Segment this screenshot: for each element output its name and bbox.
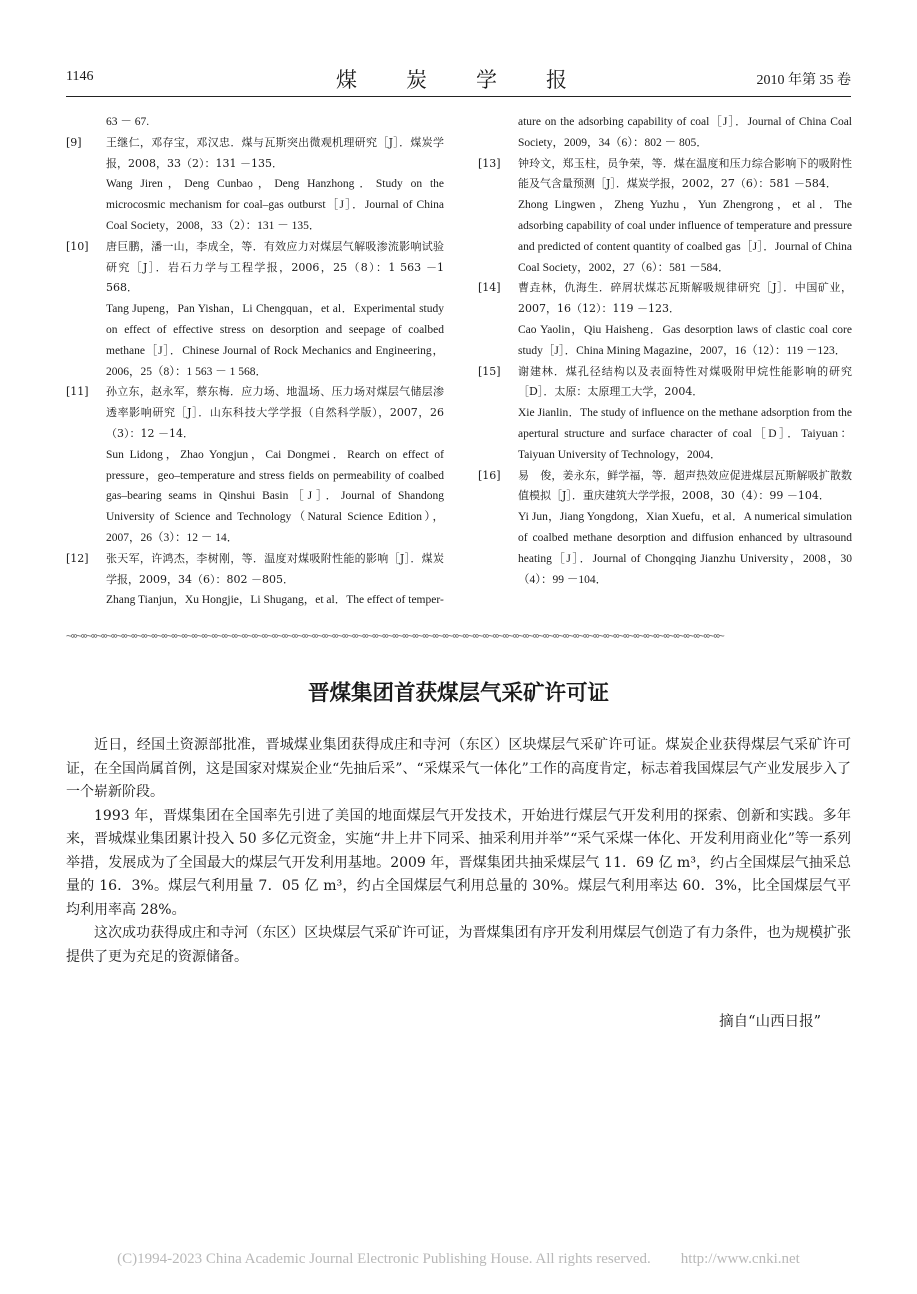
reference-chinese: 钟玲文，郑玉柱，员争荣，等．煤在温度和压力综合影响下的吸附性能及气含量预测［J］．煤炭学报，2002，27（6）：581 －584．: [518, 156, 852, 191]
reference-number: [16]: [478, 468, 501, 482]
issue-info: 2010 年第 35 卷: [756, 73, 851, 88]
reference-item: [66, 133, 444, 237]
reference-chinese: 谢建林．煤孔径结构以及表面特性对煤吸附甲烷性能影响的研究［D］．太原：太原理工大学，2004．: [518, 364, 852, 399]
reference-number: [11]: [66, 385, 89, 399]
reference-english: Zhong Lingwen，Zheng Yuzhu，Yun Zhengrong，et al．The adsorbing capability of coal under influence of temperature and pressure and predicted of content quantity of coalbed gas［J］．Journal of China Coal Society，2002，27（6）：581 －584．: [518, 199, 852, 274]
news-title: 晋煤集团首获煤层气采矿许可证: [307, 681, 609, 706]
reference-number: [12]: [66, 551, 89, 565]
reference-number: [9]: [66, 135, 82, 149]
reference-number: [13]: [478, 156, 501, 170]
news-source: 摘自“山西日报”: [719, 1014, 821, 1030]
reference-number: [15]: [478, 364, 501, 378]
reference-english: 63 － 67.: [106, 116, 150, 128]
running-header: [66, 66, 851, 97]
reference-item: [478, 278, 852, 361]
reference-item: [66, 382, 444, 548]
reference-chinese: 张天军，许鸿杰，李树刚，等．温度对煤吸附性能的影响［J］．煤炭学报，2009，34（6）：802 －805．: [106, 551, 444, 586]
page-number: 1146: [66, 69, 94, 84]
journal-name: 煤 炭 学 报: [336, 68, 581, 92]
reference-english: Sun Lidong，Zhao Yongjun，Cai Dongmei．Rearch on effect of pressure，geo–temperature and stress fields on permeability of coalbed gas–bearing seams in Qinshui Basin［J］．Journal of Shandong University of Science and Technology（Natural Science Edition），2007，26（3）：12 － 14．: [106, 448, 444, 544]
reference-item: [66, 237, 444, 383]
section-divider: ~∞~∞~∞~∞~∞~∞~∞~∞~∞~∞~∞~∞~∞~∞~∞~∞~∞~∞~∞~∞~∞~∞~∞~∞~∞~∞~∞~∞~∞~∞~∞~∞~∞~∞~∞~∞~∞~∞~∞~∞~∞~∞~∞~∞~∞~∞~∞~∞~∞~∞~∞~∞~∞~∞~∞~∞~∞~∞~∞~∞~∞~∞~∞~∞~∞~: [66, 632, 724, 642]
reference-chinese: 唐巨鹏，潘一山，李成全，等．有效应力对煤层气解吸渗流影响试验研究［J］．岩石力学与工程学报，2006，25（8）：1 563 －1 568．: [106, 239, 444, 295]
reference-number: [10]: [66, 239, 89, 253]
reference-english: Cao Yaolin，Qiu Haisheng．Gas desorption laws of clastic coal core study［J］．China Mining Magazine，2007，16（12）：119 －123．: [518, 323, 852, 357]
reference-english: Xie Jianlin．The study of influence on the methane adsorption from the apertural structure and surface character of coal［D］．Taiyuan：Taiyuan University of Technology，2004．: [518, 407, 852, 461]
reference-english: Wang Jiren，Deng Cunbao，Deng Hanzhong．Study on the microcosmic mechanism for coal–gas outburst［J］．Journal of China Coal Society，2008，33（2）：131 － 135．: [106, 178, 444, 232]
reference-chinese: 曹垚林，仇海生．碎屑状煤芯瓦斯解吸规律研究［J］．中国矿业，2007，16（12）：119 －123．: [518, 281, 852, 316]
reference-english: Zhang Tianjun，Xu Hongjie，Li Shugang，et al．The effect of temper-: [106, 594, 444, 607]
reference-item: [66, 112, 444, 133]
references-right-column: [478, 112, 852, 590]
reference-english: Tang Jupeng，Pan Yishan，Li Chengquan，et al．Experimental study on effect of effective stress on desorption and seepage of coalbed methane［J］．Chinese Journal of Rock Mechanics and Engineering，2006，25（8）：1 563 － 1 568．: [106, 303, 444, 378]
references-left-column: [66, 112, 444, 611]
news-paragraph: 这次成功获得成庄和寺河（东区）区块煤层气采矿许可证，为晋煤集团有序开发利用煤层气创造了有力条件，也为规模扩张提供了更为充足的资源储备。: [66, 925, 851, 965]
news-paragraph: 近日，经国土资源部批准，晋城煤业集团获得成庄和寺河（东区）区块煤层气采矿许可证。煤炭企业获得煤层气采矿许可证，在全国尚属首例，这是国家对煤炭企业“先抽后采”、“采煤采气一体化”工作的高度肯定，标志着我国煤层气产业发展步入了一个崭新阶段。: [66, 737, 851, 800]
reference-chinese: 孙立东，赵永军，蔡东梅．应力场、地温场、压力场对煤层气储层渗透率影响研究［J］．山东科技大学学报（自然科学版），2007，26（3）：12 －14．: [106, 385, 444, 440]
reference-english: Yi Jun，Jiang Yongdong，Xian Xuefu，et al．A numerical simulation of coalbed methane desorption and diffusion enhanced by ultrasound heating［J］．Journal of Chongqing Jianzhu University，2008，30（4）：99 －104．: [518, 511, 852, 586]
reference-item: [478, 154, 852, 279]
reference-english: ature on the adsorbing capability of coal［J］．Journal of China Coal Society，2009，34（6）：802 － 805．: [518, 116, 852, 149]
reference-number: [14]: [478, 281, 501, 295]
reference-item: [66, 549, 444, 611]
reference-item: [478, 362, 852, 466]
reference-chinese: 王继仁，邓存宝，邓汉忠．煤与瓦斯突出微观机理研究［J］．煤炭学报，2008，33（2）：131 －135．: [106, 135, 444, 170]
news-body: [66, 734, 851, 969]
reference-chinese: 易 俊，姜永东，鲜学福，等．超声热效应促进煤层瓦斯解吸扩散数值模拟［J］．重庆建筑大学学报，2008，30（4）：99 －104．: [518, 468, 852, 503]
copyright-watermark: (C)1994-2023 China Academic Journal Electronic Publishing House. All rights reserved. http://www.cnki.net: [117, 1251, 800, 1267]
news-paragraph: 1993 年，晋煤集团在全国率先引进了美国的地面煤层气开发技术，开始进行煤层气开发利用的探索、创新和实践。多年来，晋城煤业集团累计投入 50 多亿元资金，实施“井上井下同采、抽采利用并举”“采气采煤一体化、开发利用商业化”等一系列举措，发展成为了全国最大的煤层气开发利用基地。2009 年，晋煤集团共抽采煤层气 11．69 亿 m³，约占全国煤层气抽采总量的 16．3%。煤层气利用量 7．05 亿 m³，约占全国煤层气利用总量的 30%。煤层气利用率达 60．3%，比全国煤层气平均利用率高 28%。: [66, 807, 851, 918]
reference-item: [478, 466, 852, 591]
reference-item: [478, 112, 852, 154]
